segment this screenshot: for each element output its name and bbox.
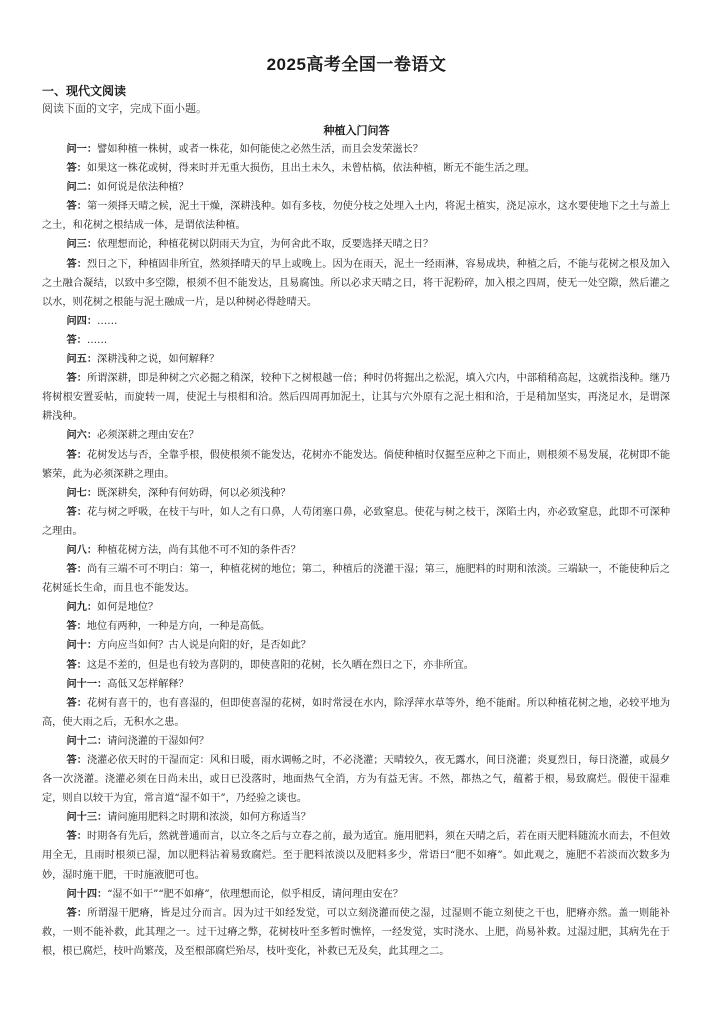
qa-text: 所谓湿干肥瘠，皆是过分而言。因为过干如经发觉，可以立刻浇灌而使之湿，过湿则不能立刻使之干也，肥瘠亦然。盖一则能补救，一则不能补救，此其理之一。过干过瘠之弊，花树枝叶至多暂时憔悴，一经发觉，实时浇水、上肥，尚易补救。过湿过肥，其病先在于根，根已腐烂，枝叶尚繁茂，及至根部腐烂殆尽，枝叶变化，补救已无及矣，此其理之二。 xyxy=(42,907,671,957)
qa-paragraph xyxy=(42,197,670,235)
qa-paragraph xyxy=(42,617,670,636)
qa-paragraph xyxy=(42,331,670,350)
qa-text: 如何是地位？ xyxy=(97,602,159,614)
qa-text: 时期各有先后，然就普通而言，以立冬之后与立春之前，最为适宜。施用肥料，须在天晴之后，若在雨天肥料随流水而去，不但效用全无，且雨时根须已湿，加以肥料沾着易致腐烂。至于肥料浓淡以及肥料多少，常语曰“肥不如瘠”。如此观之，施肥不若淡而次数多为妙，湿时施干肥，干时施液肥可也。 xyxy=(42,831,671,881)
qa-paragraph xyxy=(42,255,670,312)
qa-paragraph xyxy=(42,159,670,178)
qa-label: 问十四： xyxy=(66,887,108,900)
qa-text: 尚有三端不可不明白：第一，种植花树的地位；第二，种植后的浇灌干湿；第三，施肥料的时期和浓淡。三端缺一，不能使种后之花树延长生命，而且也不能发达。 xyxy=(42,564,671,595)
qa-text: 请问施用肥料之时期和浓淡，如何方称适当？ xyxy=(107,812,311,824)
qa-label: 问三： xyxy=(66,238,98,251)
qa-label: 问四： xyxy=(66,314,98,327)
qa-label: 问六： xyxy=(66,429,98,442)
qa-text: “湿不如干”“肥不如瘠”，依理想而论，似乎相反，请问理由安在？ xyxy=(107,888,404,900)
qa-text: 浇灌必依天时的干湿而定：风和日暖，雨水调畅之时，不必浇灌；天晴较久，夜无露水，间日浇灌；炎夏烈日，每日浇灌，或晨夕各一次浇灌。浇灌必须在日尚未出，或日已没落时，地面热气全消，方为有益无害。不然，都热之气，蕴蓄于根，易致腐烂。假使干湿难定，则自以较干为宜，常言道“湿不如干”，乃经验之谈也。 xyxy=(42,755,671,805)
qa-label: 问七： xyxy=(66,486,98,499)
qa-text: 方向应当如何？古人说是向阳的好，是否如此？ xyxy=(97,640,311,652)
qa-label: 答： xyxy=(66,620,87,633)
qa-body xyxy=(42,140,670,961)
qa-paragraph xyxy=(42,140,670,159)
qa-label: 答： xyxy=(66,505,87,518)
qa-text: 种植花树方法，尚有其他不可不知的条件否？ xyxy=(97,544,301,556)
qa-text: 烈日之下，种植固非所宜，然须择晴天的早上或晚上。因为在雨天，泥土一经雨淋，容易成块，种植之后，不能与花树之根及加入之土融合凝结，以致中多空隙，根须不但不能发达，且易腐蚀。所以必求天晴之日，将干泥粉碎，加入根之四周，使无一处空隙，然后灌之以水，则花树之根能与泥土融成一片，是以种树必得趁晴天。 xyxy=(42,258,671,308)
qa-paragraph xyxy=(42,560,670,598)
qa-paragraph xyxy=(42,446,670,484)
qa-text: 所谓深耕，即是种树之穴必掘之稍深，较种下之树根越一倍；种时仍将掘出之松泥，填入穴内，中部稍稍高起，这就指浅种。继乃将树根安置妥帖，而旋转一周，使泥土与根相和洽。然后四周再加泥土，让其与穴外原有之泥土相和洽，于是稍加坚实，再浇足水，是谓深耕浅种。 xyxy=(42,373,671,423)
qa-label: 答： xyxy=(66,906,88,919)
qa-text: 必须深耕之理由安在？ xyxy=(97,430,199,442)
qa-text: …… xyxy=(97,315,118,327)
qa-paragraph xyxy=(42,808,670,827)
qa-text: 譬如种植一株树，或者一株花，如何能使之必然生活，而且会发荣滋长？ xyxy=(97,144,424,155)
qa-text: 花与树之呼吸，在枝干与叶，如人之有口鼻，人苟闭塞口鼻，必致窒息。使花与树之枝干，深陷土内，亦必致窒息，此即不可深种之理由。 xyxy=(42,506,671,537)
qa-paragraph xyxy=(42,426,670,445)
qa-label: 答： xyxy=(66,333,87,346)
qa-label: 答： xyxy=(66,563,87,576)
qa-paragraph xyxy=(42,636,670,655)
qa-text: 请问浇灌的干湿如何？ xyxy=(107,735,210,747)
qa-label: 答： xyxy=(66,162,87,175)
qa-label: 问五： xyxy=(66,353,98,366)
qa-paragraph xyxy=(42,675,670,694)
qa-text: 如果这一株花或树，得来时并无重大损伤，且出土未久，未曾枯槁，依法种植，断无不能生活之理。 xyxy=(86,163,536,175)
instruction-text: 阅读下面的文字，完成下面小题。 xyxy=(42,102,207,115)
qa-text: 深耕浅种之说，如何解释？ xyxy=(97,354,220,366)
qa-label: 答： xyxy=(66,830,87,843)
qa-text: 花树发达与否，全靠乎根，假使根须不能发达，花树亦不能发达。倘使种植时仅掘至应种之下而止，则根须不易发展，花树即不能繁荣，此为必须深耕之理由。 xyxy=(42,449,671,480)
qa-label: 答： xyxy=(66,658,87,671)
qa-label: 答： xyxy=(66,448,87,461)
qa-paragraph xyxy=(42,751,670,808)
section-heading: 一、现代文阅读 xyxy=(42,84,127,98)
doc-title: 2025高考全国一卷语文 xyxy=(266,55,447,74)
qa-label: 答： xyxy=(66,200,87,213)
qa-text: 依理想而论，种植花树以阴雨天为宜，为何舍此不取，反要选择天晴之日？ xyxy=(97,239,434,251)
qa-label: 答： xyxy=(66,754,87,766)
qa-paragraph xyxy=(42,178,670,197)
qa-label: 答： xyxy=(66,696,87,709)
qa-text: 花树有喜干的，也有喜湿的，但即使喜湿的花树，如时常浸在水内，除浮萍水草等外，绝不能耐。所以种植花树之地，必较平地为高，使大雨之后，无积水之患。 xyxy=(42,697,671,728)
qa-paragraph xyxy=(42,369,670,426)
qa-label: 问一： xyxy=(66,143,98,155)
qa-paragraph xyxy=(42,312,670,331)
qa-paragraph xyxy=(42,235,670,254)
qa-label: 问十： xyxy=(66,639,98,652)
qa-text: 这是不差的，但是也有较为喜阴的，即使喜阳的花树，长久晒在烈日之下，亦非所宜。 xyxy=(86,659,474,671)
qa-text: 第一须择天晴之候，泥土干燥，深耕浅种。如有多枝，勿使分枝之处埋入土内，将泥土植实，浇足凉水，这水要使地下之土与盖上之土，和花树之根结成一体，是谓依法种植。 xyxy=(42,201,671,232)
qa-text: 既深耕矣，深种有何妨碍，何以必须浅种？ xyxy=(97,487,291,499)
qa-label: 答： xyxy=(66,257,87,270)
qa-label: 问十三： xyxy=(66,811,108,824)
qa-label: 问十一： xyxy=(66,677,108,690)
qa-paragraph xyxy=(42,598,670,617)
qa-paragraph xyxy=(42,541,670,560)
qa-paragraph xyxy=(42,484,670,503)
article-title: 种植入门问答 xyxy=(323,124,390,137)
qa-paragraph xyxy=(42,885,670,904)
qa-text: 地位有两种，一种是方向，一种是高低。 xyxy=(86,621,271,633)
qa-paragraph xyxy=(42,732,670,751)
qa-paragraph xyxy=(42,827,670,884)
qa-label: 问十二： xyxy=(66,734,108,747)
qa-paragraph xyxy=(42,350,670,369)
qa-label: 问二： xyxy=(66,181,98,194)
qa-label: 答： xyxy=(66,372,87,385)
qa-paragraph xyxy=(42,694,670,732)
qa-label: 问九： xyxy=(66,601,98,614)
qa-paragraph xyxy=(42,904,670,961)
qa-label: 问八： xyxy=(66,543,98,556)
qa-text: …… xyxy=(86,334,108,346)
qa-text: 如何说是依法种植？ xyxy=(97,182,189,194)
qa-text: 高低又怎样解释？ xyxy=(107,678,189,690)
qa-paragraph xyxy=(42,656,670,675)
qa-paragraph xyxy=(42,503,670,541)
